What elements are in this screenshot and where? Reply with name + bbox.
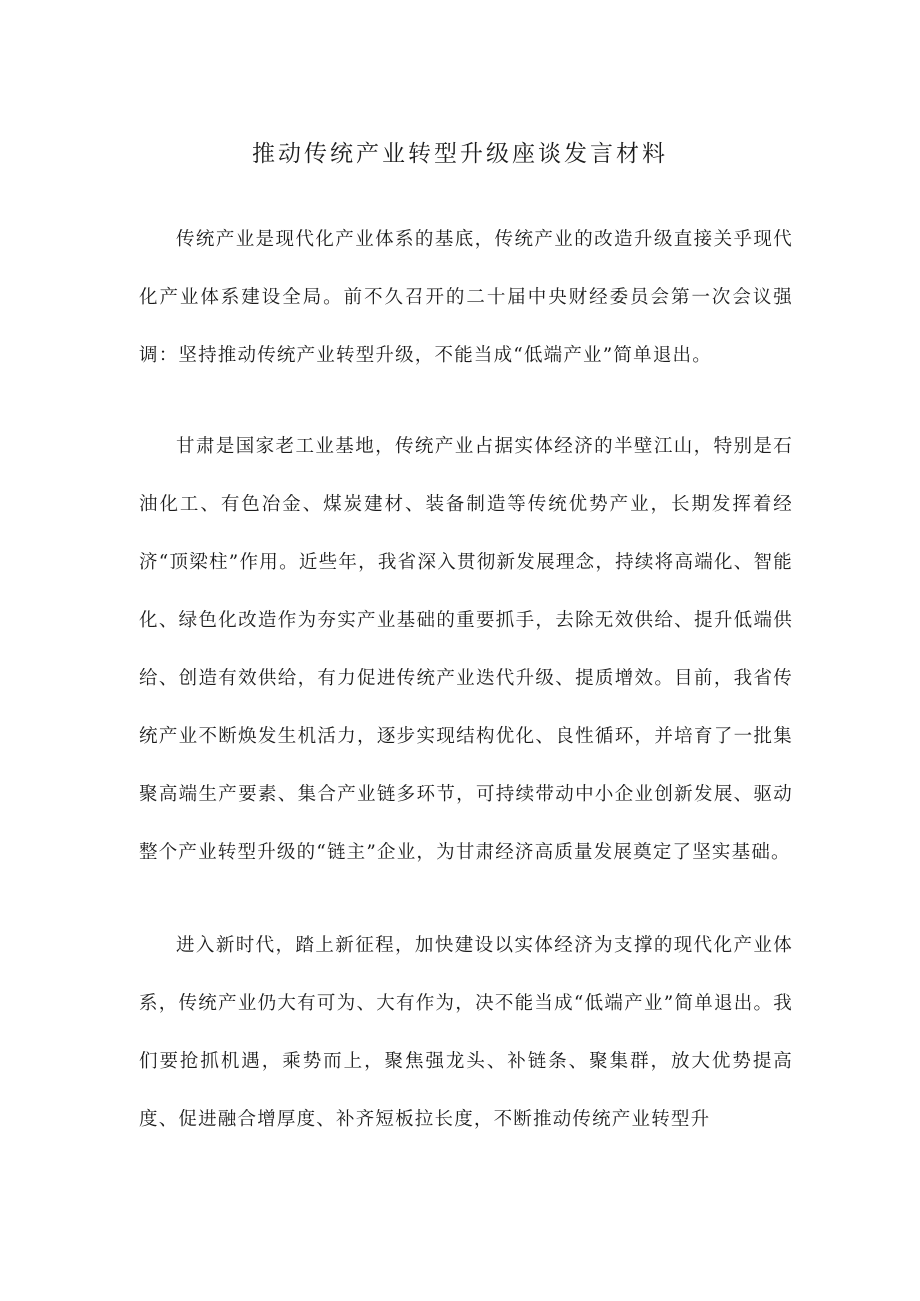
document-body bbox=[139, 211, 793, 1184]
paragraph-3: 进入新时代，踏上新征程，加快建设以实体经济为支撑的现代化产业体系，传统产业仍大有可为、大有作为，决不能当成“低端产业”简单退出。我们要抢抓机遇，乘势而上，聚焦强龙头、补链条、聚集群，放大优势提高度、促进融合增厚度、补齐短板拉长度，不断推动传统产业转型升 bbox=[139, 935, 793, 1130]
paragraph-1: 传统产业是现代化产业体系的基底，传统产业的改造升级直接关乎现代化产业体系建设全局。前不久召开的二十届中央财经委员会第一次会议强调：坚持推动传统产业转型升级，不能当成“低端产业”简单退出。 bbox=[139, 229, 793, 366]
paragraph-2: 甘肃是国家老工业基地，传统产业占据实体经济的半壁江山，特别是石油化工、有色冶金、煤炭建材、装备制造等传统优势产业，长期发挥着经济“顶梁柱”作用。近些年，我省深入贯彻新发展理念，持续将高端化、智能化、绿色化改造作为夯实产业基础的重要抓手，去除无效供给、提升低端供给、创造有效供给，有力促进传统产业迭代升级、提质增效。目前，我省传统产业不断焕发生机活力，逐步实现结构优化、良性循环，并培育了一批集聚高端生产要素、集合产业链多环节，可持续带动中小企业创新发展、驱动整个产业转型升级的“链主”企业，为甘肃经济高质量发展奠定了坚实基础。 bbox=[139, 436, 793, 863]
document-title: 推动传统产业转型升级座谈发言材料 bbox=[252, 141, 668, 167]
